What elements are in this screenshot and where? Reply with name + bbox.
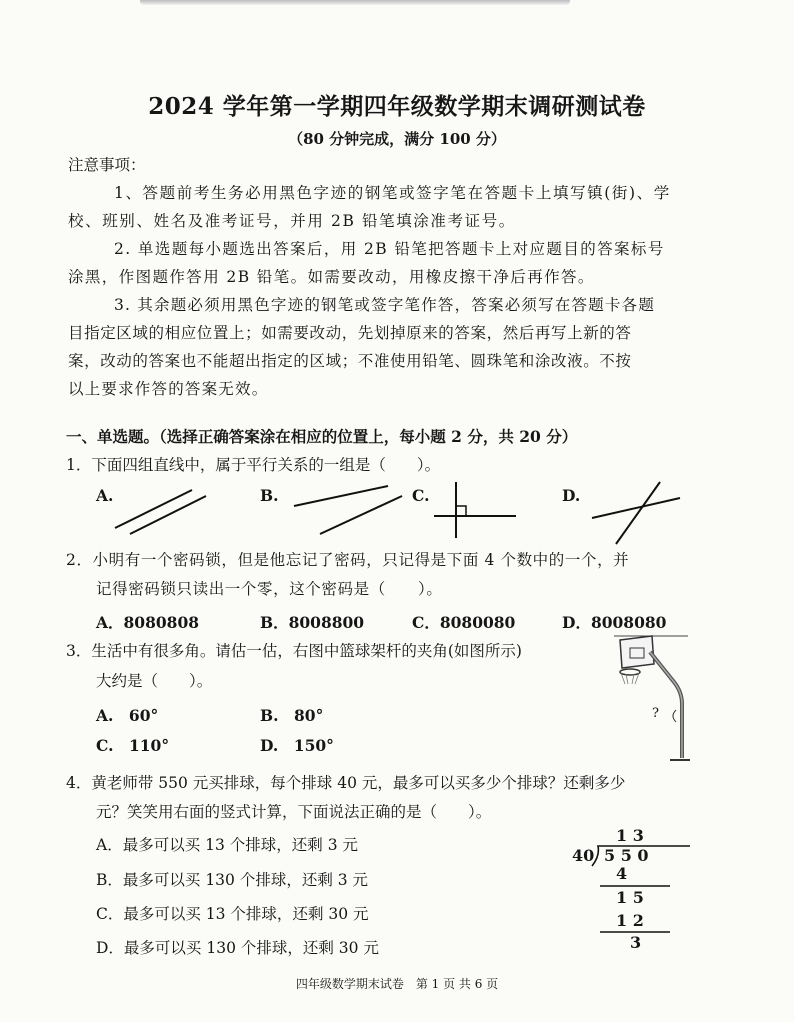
partial-dividend: 1 5 bbox=[616, 888, 644, 907]
exam-subtitle: （80 分钟完成，满分 100 分） bbox=[288, 130, 506, 148]
section-heading: 一、单选题。（选择正确答案涂在相应的位置上，每小题 2 分，共 20 分） bbox=[66, 427, 578, 446]
q1-stem: 1．下面四组直线中，属于平行关系的一组是（ ）。 bbox=[66, 456, 441, 474]
q4-option-b: B．最多可以买 130 个排球，还剩 3 元 bbox=[96, 871, 369, 889]
q1-figure-a bbox=[110, 488, 210, 538]
product-step: 1 2 bbox=[616, 911, 644, 930]
notice-line: 2. 单选题每小题选出答案后，用 2B 铅笔把答题卡上对应题目的答案标号 bbox=[114, 240, 665, 258]
q4-option-a: A．最多可以买 13 个排球，还剩 3 元 bbox=[96, 836, 358, 854]
q4-option-c: C．最多可以买 13 个排球，还剩 30 元 bbox=[96, 905, 369, 923]
q2-option-c: C．8080080 bbox=[412, 613, 516, 632]
q3-option-b: B. 80° bbox=[260, 706, 324, 725]
q1-option-b-label: B. bbox=[260, 486, 279, 505]
q1-option-c-label: C. bbox=[412, 486, 430, 505]
remainder: 3 bbox=[630, 933, 642, 952]
angle-mark: ? bbox=[652, 706, 659, 721]
notice-line: 涂黑，作图题作答用 2B 铅笔。如需要改动，用橡皮擦干净后再作答。 bbox=[68, 268, 595, 286]
q2-stem: 2．小明有一个密码锁，但是他忘记了密码，只记得是下面 4 个数中的一个，并 bbox=[66, 551, 630, 569]
q3-stem: 大约是（ ）。 bbox=[96, 672, 213, 690]
dividend: 5 5 0 bbox=[604, 846, 649, 865]
basketball-hoop-figure bbox=[612, 634, 692, 764]
notice-line: 案，改动的答案也不能超出指定的区域；不准使用铅笔、圆珠笔和涂改液。不按 bbox=[68, 352, 632, 370]
q2-option-d: D．8008080 bbox=[562, 613, 667, 632]
notice-line: 以上要求作答的答案无效。 bbox=[68, 380, 269, 398]
quotient: 1 3 bbox=[616, 826, 644, 845]
q4-option-d: D．最多可以买 130 个排球，还剩 30 元 bbox=[96, 939, 379, 957]
exam-title: 2024 学年第一学期四年级数学期末调研测试卷 bbox=[148, 93, 646, 120]
notice-line: 目指定区域的相应位置上；如需要改动，先划掉原来的答案，然后再写上新的答 bbox=[68, 324, 632, 342]
notice-line: 3. 其余题必须用黑色字迹的钢笔或签字笔作答，答案必须写在答题卡各题 bbox=[114, 296, 656, 314]
divisor: 40 bbox=[572, 846, 595, 865]
product-step: 4 bbox=[616, 864, 628, 883]
q4-stem: 元？笑笑用右面的竖式计算，下面说法正确的是（ ）。 bbox=[96, 803, 492, 821]
q2-stem: 记得密码锁只读出一个零，这个密码是（ ）。 bbox=[96, 580, 443, 598]
q1-option-d-label: D. bbox=[562, 486, 581, 505]
q2-option-a: A．8080808 bbox=[96, 613, 200, 632]
notice-line: 校、班别、姓名及准考证号，并用 2B 铅笔填涂准考证号。 bbox=[68, 212, 516, 230]
q3-stem: 3．生活中有很多角。请估一估，右图中篮球架杆的夹角(如图所示) bbox=[66, 642, 522, 660]
q1-figure-c bbox=[432, 480, 522, 540]
division-bracket bbox=[590, 842, 700, 942]
page-footer: 四年级数学期末试卷 第 1 页 共 6 页 bbox=[295, 977, 499, 991]
q1-option-a-label: A. bbox=[96, 486, 114, 505]
notice-line: 1、答题前考生务必用黑色字迹的钢笔或签字笔在答题卡上填写镇(街)、学 bbox=[114, 184, 671, 202]
q2-option-b: B．8008800 bbox=[260, 613, 365, 632]
q3-option-d: D. 150° bbox=[260, 736, 334, 755]
scan-shadow bbox=[140, 0, 570, 5]
q3-option-a: A. 60° bbox=[96, 706, 159, 725]
q1-figure-d bbox=[588, 478, 688, 548]
q4-stem: 4．黄老师带 550 元买排球，每个排球 40 元，最多可以买多少个排球？还剩多少 bbox=[66, 774, 626, 792]
notice-heading: 注意事项： bbox=[68, 156, 146, 174]
q1-figure-b bbox=[290, 482, 410, 542]
q3-option-c: C. 110° bbox=[96, 736, 170, 755]
